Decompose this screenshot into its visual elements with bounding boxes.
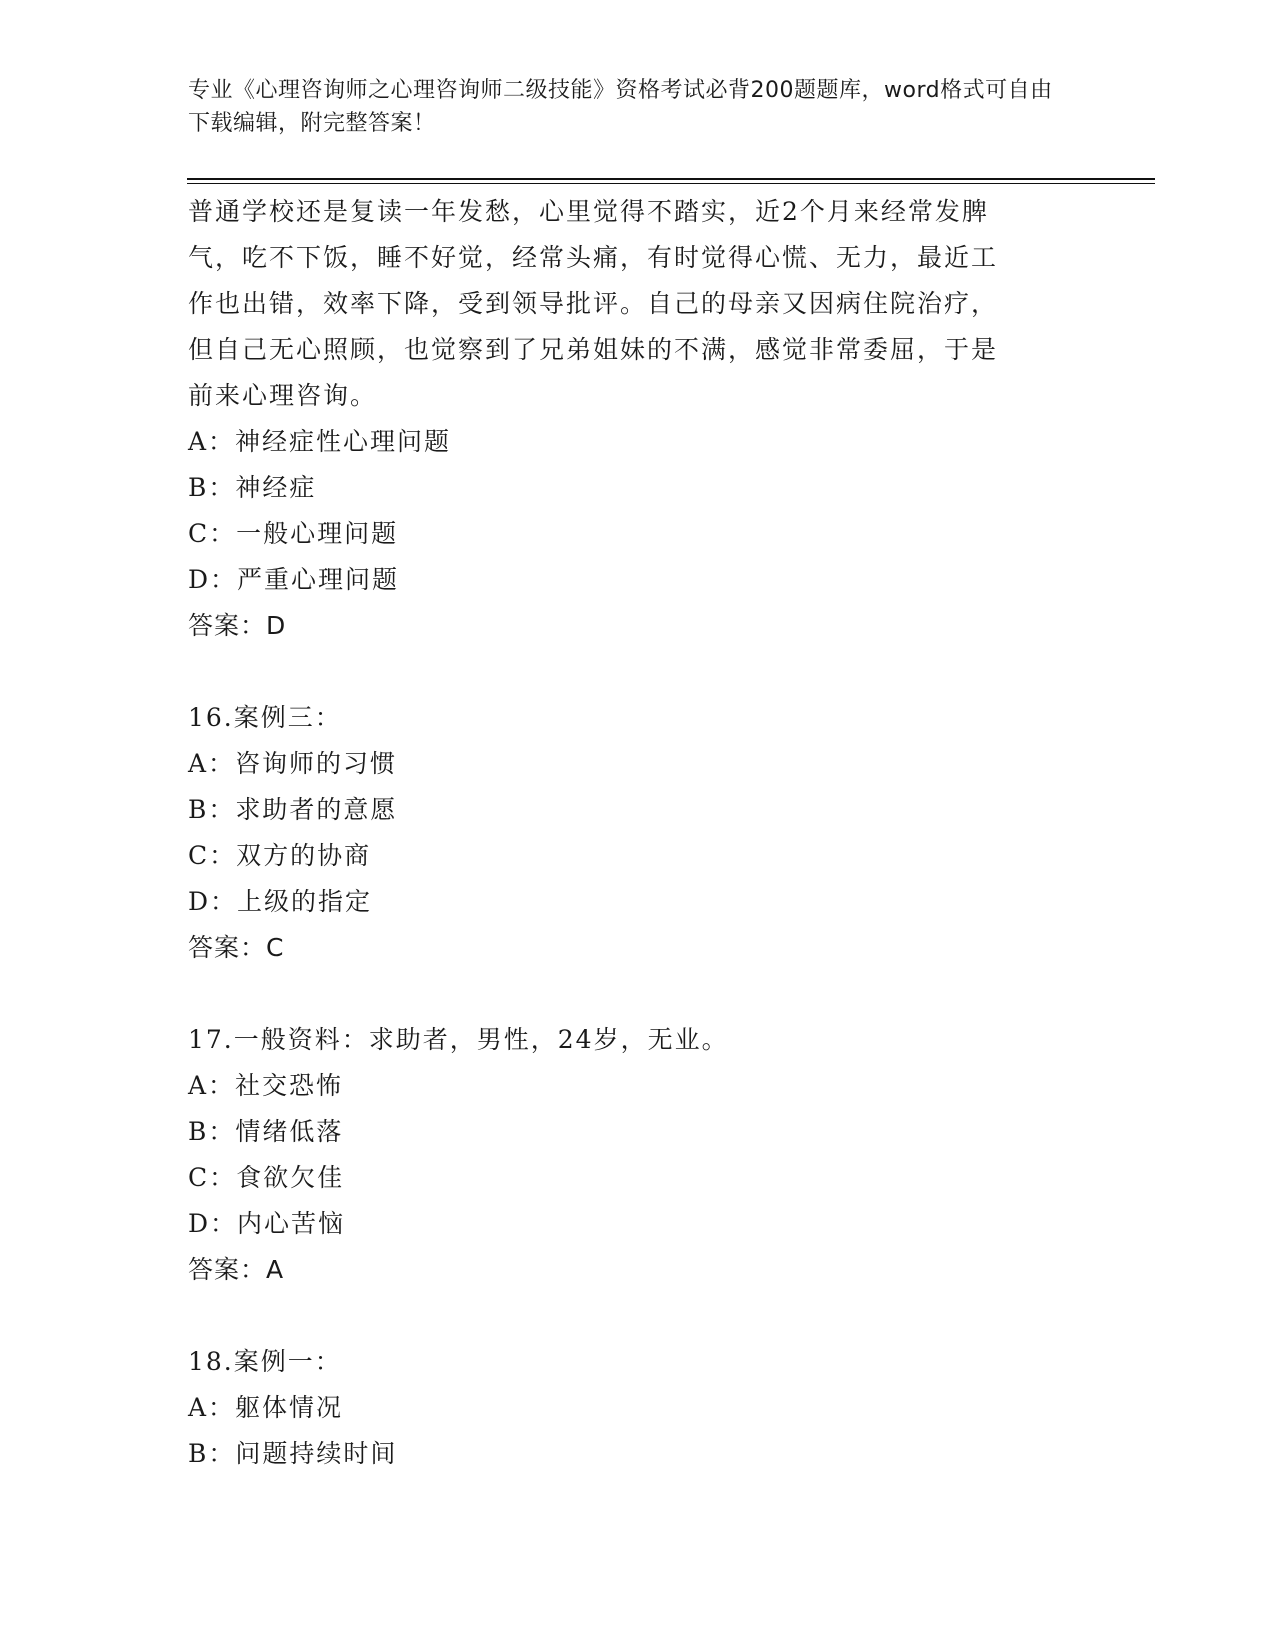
option-b: B：情绪低落 [188, 1117, 344, 1146]
question-text-line: 作也出错，效率下降，受到领导批评。自己的母亲又因病住院治疗， [188, 289, 999, 318]
question-title: 17.一般资料：求助者，男性，24岁，无业。 [188, 1025, 729, 1054]
option-c: C：食欲欠佳 [188, 1163, 345, 1192]
option-c: C：一般心理问题 [188, 519, 399, 548]
spacer [188, 649, 1088, 695]
question-text-line: 气，吃不下饭，睡不好觉，经常头痛，有时觉得心慌、无力，最近工 [188, 243, 999, 272]
option-b: B：问题持续时间 [188, 1439, 398, 1468]
header-rule-thick [187, 178, 1155, 180]
answer: 答案：D [188, 611, 287, 640]
option-a: A：躯体情况 [188, 1393, 344, 1422]
header-rule-thin [187, 183, 1155, 184]
question-title: 16.案例三： [188, 703, 342, 732]
document-header [188, 74, 1068, 140]
question-15-continued [188, 189, 1088, 649]
document-body [188, 189, 1088, 1477]
question-text-line: 普通学校还是复读一年发愁，心里觉得不踏实，近2个月来经常发脾 [188, 197, 989, 226]
option-b: B：求助者的意愿 [188, 795, 398, 824]
question-text-line: 前来心理咨询。 [188, 381, 378, 410]
header-title: 专业《心理咨询师之心理咨询师二级技能》资格考试必背200题题库，word格式可自由下载编辑，附完整答案！ [188, 78, 1053, 136]
option-d: D：上级的指定 [188, 887, 373, 916]
option-b: B：神经症 [188, 473, 317, 502]
option-c: C：双方的协商 [188, 841, 372, 870]
spacer [188, 1293, 1088, 1339]
option-d: D：内心苦恼 [188, 1209, 346, 1238]
spacer [188, 971, 1088, 1017]
question-18 [188, 1339, 1088, 1477]
option-a: A：社交恐怖 [188, 1071, 344, 1100]
answer: 答案：A [188, 1255, 285, 1284]
option-a: A：神经症性心理问题 [188, 427, 452, 456]
option-a: A：咨询师的习惯 [188, 749, 398, 778]
question-title: 18.案例一： [188, 1347, 342, 1376]
answer: 答案：C [188, 933, 285, 962]
option-d: D：严重心理问题 [188, 565, 400, 594]
question-text-line: 但自己无心照顾，也觉察到了兄弟姐妹的不满，感觉非常委屈，于是 [188, 335, 999, 364]
question-17 [188, 1017, 1088, 1293]
question-16 [188, 695, 1088, 971]
